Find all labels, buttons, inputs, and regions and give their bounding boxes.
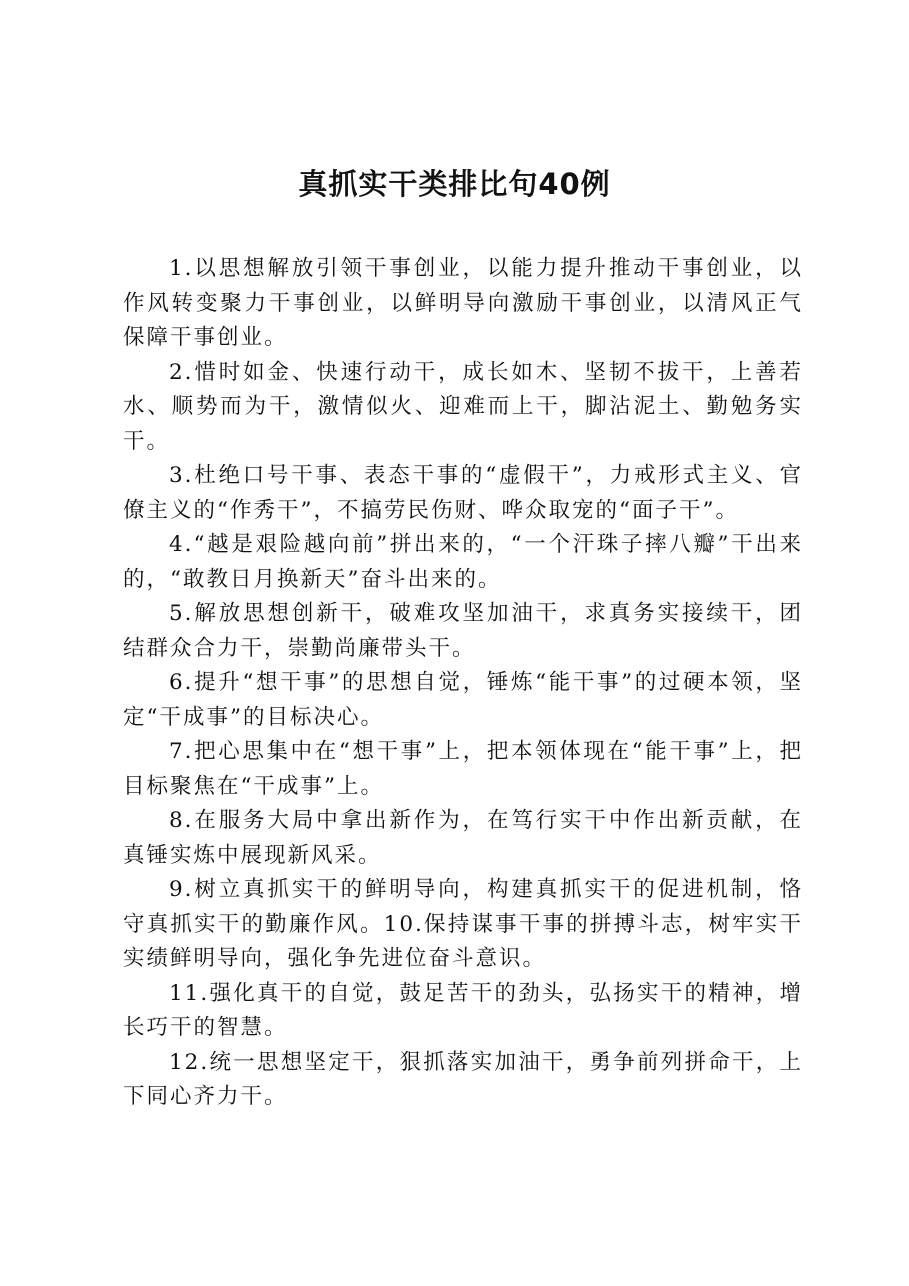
paragraph-11: 11.强化真干的自觉，鼓足苦干的劲头，弘扬实干的精神，增长巧干的智慧。 bbox=[123, 980, 803, 1040]
paragraph-4: 4.“越是艰险越向前”拼出来的，“一个汗珠子摔八瓣”干出来的，“敢教日月换新天”奋斗出来的。 bbox=[123, 532, 803, 592]
paragraph-2: 2.惜时如金、快速行动干，成长如木、坚韧不拔干，上善若水、顺势而为干，激情似火、迎难而上干，脚沾泥土、勤勉务实干。 bbox=[123, 359, 803, 454]
paragraph-12: 12.统一思想坚定干，狠抓落实加油干，勇争前列拼命干，上下同心齐力干。 bbox=[123, 1049, 803, 1109]
paragraph-1: 1.以思想解放引领干事创业，以能力提升推动干事创业，以作风转变聚力干事创业，以鲜明导向激励干事创业，以清风正气保障干事创业。 bbox=[123, 256, 803, 350]
paragraph-5: 5.解放思想创新干，破难攻坚加油干，求真务实接续干，团结群众合力干，崇勤尚廉带头干。 bbox=[123, 601, 803, 661]
document-body bbox=[123, 252, 803, 1115]
document-title: 真抓实干类排比句40例 bbox=[298, 167, 611, 201]
paragraph-6: 6.提升“想干事”的思想自觉，锤炼“能干事”的过硬本领，坚定“干成事”的目标决心。 bbox=[123, 670, 803, 730]
paragraph-3: 3.杜绝口号干事、表态干事的“虚假干”，力戒形式主义、官僚主义的“作秀干”，不搞劳民伤财、哗众取宠的“面子干”。 bbox=[123, 463, 803, 523]
paragraph-9-10: 9.树立真抓实干的鲜明导向，构建真抓实干的促进机制，恪守真抓实干的勤廉作风。10.保持谋事干事的拼搏斗志，树牢实干实绩鲜明导向，强化争先进位奋斗意识。 bbox=[123, 877, 803, 971]
paragraph-7: 7.把心思集中在“想干事”上，把本领体现在“能干事”上，把目标聚焦在“干成事”上。 bbox=[123, 739, 803, 799]
paragraph-8: 8.在服务大局中拿出新作为，在笃行实干中作出新贡献，在真锤实炼中展现新风采。 bbox=[123, 808, 803, 868]
